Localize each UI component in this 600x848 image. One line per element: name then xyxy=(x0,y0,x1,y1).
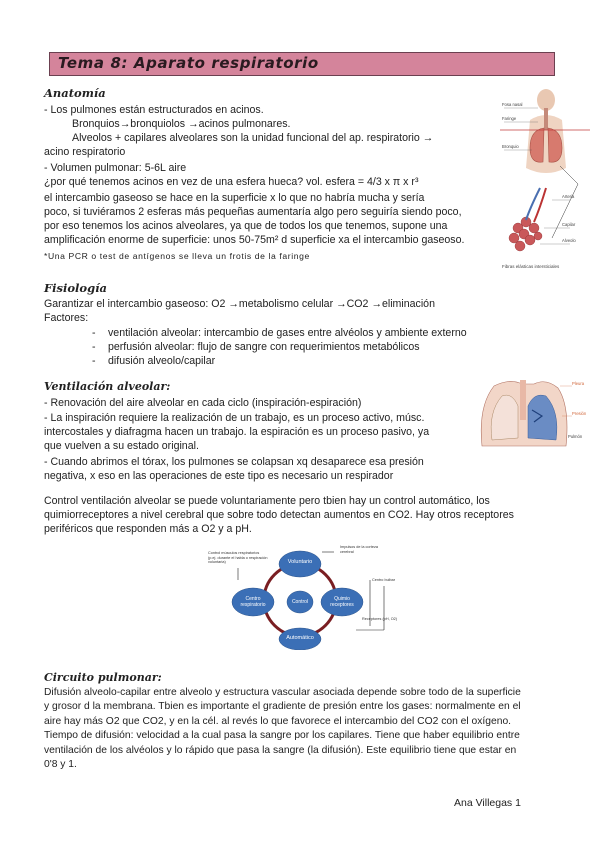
factor-bullet: - xyxy=(92,327,96,339)
figure-caption: Fibras elásticas intersticiales xyxy=(502,264,560,269)
circuito-line: 0'8 y 1. xyxy=(44,759,77,770)
anatomia-note: *Una PCR o test de antígenos se lleva un frotis de la faringe xyxy=(44,251,310,261)
anatomia-heading: Anatomía xyxy=(44,86,106,100)
circuito-line: Tiempo de difusión: velocidad a la cual pasa la sangre por los capilares. Tiene que haber equilibrio entre xyxy=(44,730,520,741)
anatomia-line: por eso tenemos los acinos alveolares, ya que de todos los que tenemos, supone una xyxy=(44,220,448,232)
factor-item: ventilación alveolar: intercambio de gases entre alvéolos y ambiente externo xyxy=(108,327,467,339)
factor-item: perfusión alveolar: flujo de sangre con requerimientos metabólicos xyxy=(108,341,420,353)
circuito-line: aire hay más O2 que CO2, y en la cél. al revés lo que favorece el intercambio del CO2 con el oxígeno. xyxy=(44,716,512,727)
factor-bullet: - xyxy=(92,341,96,353)
svg-text:Fosa nasal: Fosa nasal xyxy=(502,102,523,107)
fisiologia-heading: Fisiología xyxy=(44,281,107,295)
node-label: Quimio receptores xyxy=(330,596,354,608)
anatomia-line: ¿por qué tenemos acinos en vez de una esfera hueca? vol. esfera = 4/3 x π x r³ xyxy=(44,176,419,188)
node-label: Centro respiratorio xyxy=(240,596,266,608)
svg-text:Pleura: Pleura xyxy=(572,381,585,386)
ventilacion-line: intercostales y diafragma hacen un trabajo. la espiración es un proceso pasivo, ya xyxy=(44,426,430,438)
svg-text:Arteria: Arteria xyxy=(562,194,575,199)
svg-text:Pulmón: Pulmón xyxy=(568,434,583,439)
anatomia-line: acino respiratorio xyxy=(44,146,126,158)
ventilacion-line: - La inspiración requiere la realización de un trabajo, es un proceso activo, músc. xyxy=(44,412,425,424)
factor-bullet: - xyxy=(92,355,96,367)
ventilacion-line: - Renovación del aire alveolar en cada ciclo (inspiración-espiración) xyxy=(44,397,362,409)
respiratory-anatomy-figure xyxy=(500,88,592,272)
footer-author: Ana Villegas xyxy=(454,797,513,809)
control-line: periféricos que responden más a O2 y a pH. xyxy=(44,523,252,535)
footer xyxy=(454,797,521,809)
diagram-annotation: Centro bulbar xyxy=(372,578,396,582)
diagram-annotation: Receptores (pH, O2) xyxy=(362,617,398,621)
anatomia-line: - Volumen pulmonar: 5-6L aire xyxy=(44,162,187,174)
control-line: quimiorreceptores a nivel cerebral que sobre todo detectan aumentos en CO2. Hay otros receptores xyxy=(44,509,514,521)
node-label: Voluntario xyxy=(287,559,313,565)
svg-text:Presión: Presión xyxy=(572,411,586,416)
anatomia-line: amplificación enorme de superficie: unos 50-75m² d superficie xa el intercambio gaseoso. xyxy=(44,234,465,246)
control-line: Control ventilación alveolar se puede voluntariamente pero tbien hay un control automático, los xyxy=(44,495,490,507)
anatomia-line: el intercambio gaseoso se hace en la superficie x lo que no habría mucha y sería xyxy=(44,192,425,204)
svg-text:Faringe: Faringe xyxy=(502,116,517,121)
node-label: Control xyxy=(291,599,309,605)
page-number: 1 xyxy=(515,797,521,809)
diagram-arrows xyxy=(204,546,404,656)
ventilacion-line: negativa, x eso en las operaciones de este tipo es necesario un respirador xyxy=(44,470,394,482)
anatomia-line: Bronquios→bronquiolos →acinos pulmonares. xyxy=(72,118,291,130)
anatomia-line: poco, si tuviéramos 2 esferas más pequeñas aumentaría algo pero seguiría siendo poco, xyxy=(44,206,462,218)
ventilacion-line: - Cuando abrimos el tórax, los pulmones se colapsan xq desaparece esa presión xyxy=(44,456,424,468)
fisiologia-line: Factores: xyxy=(44,312,89,324)
svg-text:Capilar: Capilar xyxy=(562,222,576,227)
circuito-line: Difusión alveolo-capilar entre alveolo y estructura vascular asociada depende sobre todo de la superficie xyxy=(44,687,521,698)
fisiologia-line: Garantizar el intercambio gaseoso: O2 →metabolismo celular →CO2 →eliminación xyxy=(44,298,435,310)
ventilacion-line: que vuelven a su estado original. xyxy=(44,440,199,452)
lung-thorax-figure xyxy=(476,376,586,452)
anatomia-line: Alveolos + capilares alveolares son la unidad funcional del ap. respiratorio → xyxy=(72,132,434,144)
diagram-annotation: Impulsos de la corteza cerebral xyxy=(340,545,378,554)
page-title: Tema 8: Aparato respiratorio xyxy=(58,54,319,72)
ventilacion-heading: Ventilación alveolar: xyxy=(44,380,171,393)
factor-item: difusión alveolo/capilar xyxy=(108,355,216,367)
circuito-line: y grosor d la membrana. Tbien es importante el gradiente de presión entre los gases: normalmente en el xyxy=(44,701,521,712)
svg-text:Bronquio: Bronquio xyxy=(502,144,519,149)
svg-text:Alveolo: Alveolo xyxy=(562,238,576,243)
node-label: Automático xyxy=(286,635,314,641)
anatomia-line: - Los pulmones están estructurados en acinos. xyxy=(44,104,264,116)
circuito-line: ventilación de los alvéolos y lo rápido que pasa la sangre (la difusión). Este equilibrio tiene que estar en xyxy=(44,745,517,756)
circuito-heading: Circuito pulmonar: xyxy=(44,671,162,684)
diagram-annotation: Control músculos respiratorios (p.ej. durante el habla o respiración voluntaria) xyxy=(208,551,268,564)
